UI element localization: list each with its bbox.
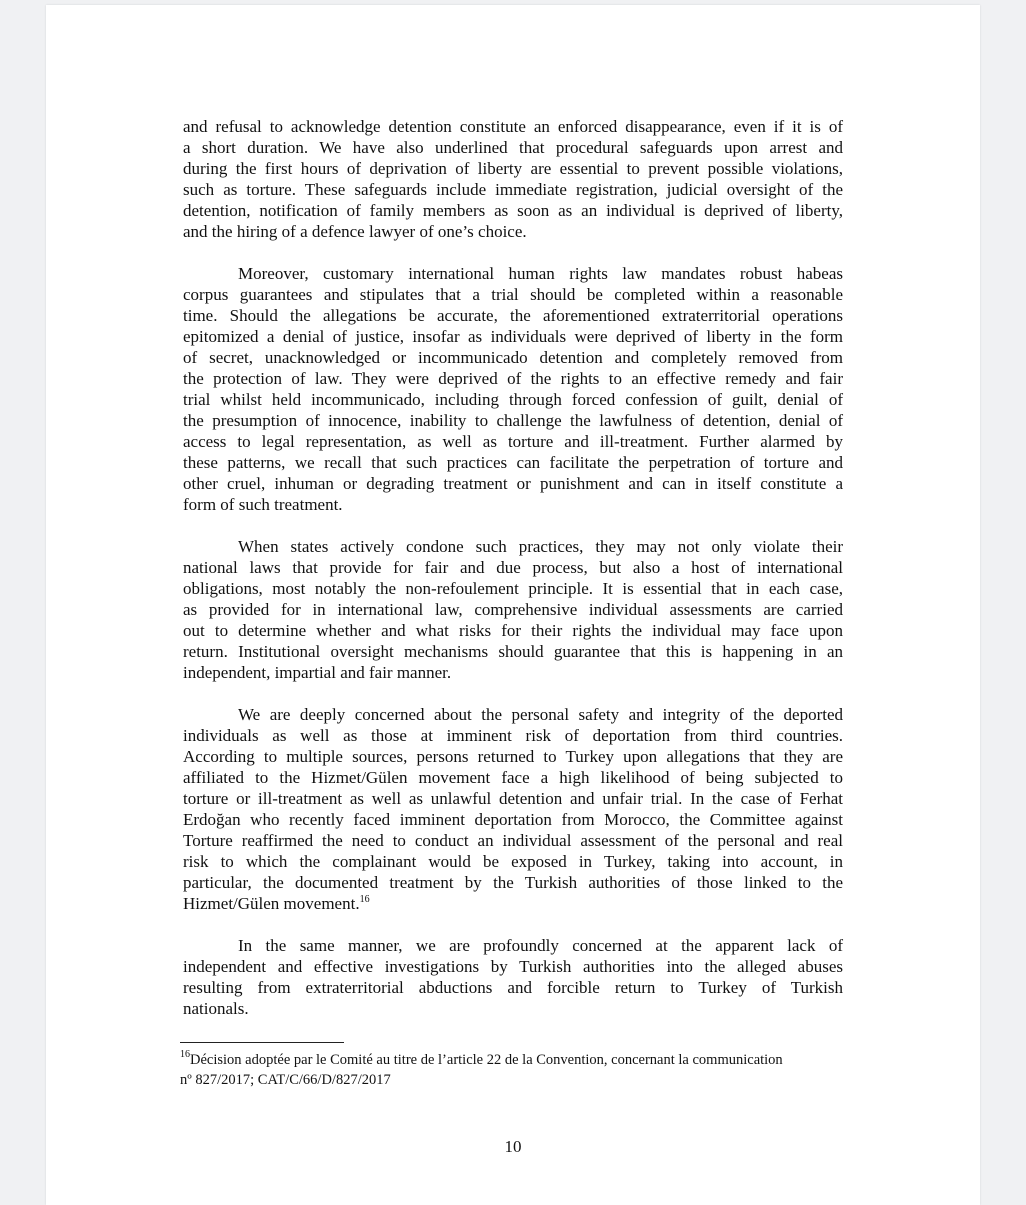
text-line	[183, 956, 843, 977]
line-text: obligations, most notably the non-refoulement principle. It is essential that in each case,	[183, 579, 843, 598]
line-text: We are deeply concerned about the personal safety and integrity of the deported	[238, 705, 843, 724]
footnote-reference: 16	[359, 894, 370, 905]
line-text: a short duration. We have also underlined that procedural safeguards upon arrest and	[183, 138, 843, 157]
line-text: such as torture. These safeguards include immediate registration, judicial oversight of the	[183, 180, 843, 199]
line-text: When states actively condone such practices, they may not only violate their	[238, 537, 843, 556]
footnote-number: 16	[180, 1049, 190, 1060]
text-line	[183, 200, 843, 221]
line-text: In the same manner, we are profoundly concerned at the apparent lack of	[238, 936, 843, 955]
line-text: independent, impartial and fair manner.	[183, 663, 452, 682]
text-line	[183, 116, 843, 137]
text-line	[183, 662, 843, 683]
line-text: access to legal representation, as well as torture and ill-treatment. Further alarmed by	[183, 432, 843, 451]
line-text: the presumption of innocence, inability to challenge the lawfulness of detention, denial of	[183, 411, 843, 430]
footnote	[180, 1050, 860, 1090]
line-text: as provided for in international law, comprehensive individual assessments are carried	[183, 600, 843, 619]
line-text: detention, notification of family members as soon as an individual is deprived of liberty,	[183, 201, 843, 220]
footnote-text-line1: Décision adoptée par le Comité au titre de l’article 22 de la Convention, concernant la communication	[190, 1052, 783, 1068]
line-text: and refusal to acknowledge detention constitute an enforced disappearance, even if it is of	[183, 117, 843, 136]
text-line	[183, 305, 843, 326]
line-text: resulting from extraterritorial abductions and forcible return to Turkey of Turkish	[183, 978, 843, 997]
line-text: nationals.	[183, 999, 249, 1018]
text-line	[183, 473, 843, 494]
text-line	[183, 809, 843, 830]
text-line	[183, 599, 843, 620]
text-line	[183, 326, 843, 347]
text-line	[183, 977, 843, 998]
line-text: time. Should the allegations be accurate, the aforementioned extraterritorial operations	[183, 306, 843, 325]
line-text: torture or ill-treatment as well as unlawful detention and unfair trial. In the case of Ferhat	[183, 789, 843, 808]
line-text: other cruel, inhuman or degrading treatment or punishment and can in itself constitute a	[183, 474, 843, 493]
text-line	[183, 704, 843, 725]
footnote-text-line2: nº 827/2017; CAT/C/66/D/827/2017	[180, 1072, 391, 1088]
line-text: out to determine whether and what risks for their rights the individual may face upon	[183, 621, 843, 640]
text-line	[183, 641, 843, 662]
line-text: form of such treatment.	[183, 495, 343, 514]
text-line	[183, 347, 843, 368]
text-line	[183, 284, 843, 305]
paragraph	[183, 536, 843, 683]
text-line	[183, 536, 843, 557]
line-text: Moreover, customary international human rights law mandates robust habeas	[238, 264, 843, 283]
text-line	[183, 998, 843, 1019]
text-line	[183, 557, 843, 578]
text-line	[183, 368, 843, 389]
text-line	[183, 578, 843, 599]
paragraph	[183, 935, 843, 1019]
paragraph	[183, 263, 843, 515]
text-line	[183, 767, 843, 788]
text-line	[183, 452, 843, 473]
text-line	[183, 830, 843, 851]
text-line	[183, 746, 843, 767]
text-line	[183, 137, 843, 158]
text-line	[183, 788, 843, 809]
text-line	[183, 158, 843, 179]
line-text: affiliated to the Hizmet/Gülen movement face a high likelihood of being subjected to	[183, 768, 843, 787]
text-line	[183, 263, 843, 284]
line-text: corpus guarantees and stipulates that a trial should be completed within a reasonable	[183, 285, 843, 304]
body-text	[183, 116, 843, 1040]
text-line	[183, 494, 843, 515]
line-text: Torture reaffirmed the need to conduct an individual assessment of the personal and real	[183, 831, 843, 850]
line-text: and the hiring of a defence lawyer of one’s choice.	[183, 222, 527, 241]
line-text: epitomized a denial of justice, insofar as individuals were deprived of liberty in the form	[183, 327, 843, 346]
line-text: particular, the documented treatment by the Turkish authorities of those linked to the	[183, 873, 843, 892]
line-text: Hizmet/Gülen movement.	[183, 894, 360, 913]
line-text: of secret, unacknowledged or incommunicado detention and completely removed from	[183, 348, 843, 367]
paragraph	[183, 704, 843, 914]
text-line	[183, 410, 843, 431]
line-text: trial whilst held incommunicado, including through forced confession of guilt, denial of	[183, 390, 843, 409]
text-line	[183, 431, 843, 452]
text-line	[183, 725, 843, 746]
line-text: independent and effective investigations by Turkish authorities into the alleged abuses	[183, 957, 843, 976]
text-line	[183, 221, 843, 242]
line-text: these patterns, we recall that such practices can facilitate the perpetration of torture and	[183, 453, 843, 472]
text-line	[183, 935, 843, 956]
line-text: individuals as well as those at imminent risk of deportation from third countries.	[183, 726, 843, 745]
footnote-separator	[180, 1042, 344, 1043]
text-line	[183, 872, 843, 893]
line-text: According to multiple sources, persons returned to Turkey upon allegations that they are	[183, 747, 843, 766]
paragraph	[183, 116, 843, 242]
line-text: return. Institutional oversight mechanisms should guarantee that this is happening in an	[183, 642, 843, 661]
page-number: 10	[504, 1137, 522, 1156]
text-line	[183, 620, 843, 641]
line-text: during the first hours of deprivation of liberty are essential to prevent possible violations,	[183, 159, 843, 178]
text-line	[183, 893, 843, 914]
text-line	[183, 851, 843, 872]
text-line	[183, 179, 843, 200]
line-text: the protection of law. They were deprived of the rights to an effective remedy and fair	[183, 369, 843, 388]
line-text: national laws that provide for fair and due process, but also a host of international	[183, 558, 843, 577]
text-line	[183, 389, 843, 410]
line-text: Erdoğan who recently faced imminent deportation from Morocco, the Committee against	[183, 810, 843, 829]
line-text: risk to which the complainant would be exposed in Turkey, taking into account, in	[183, 852, 843, 871]
